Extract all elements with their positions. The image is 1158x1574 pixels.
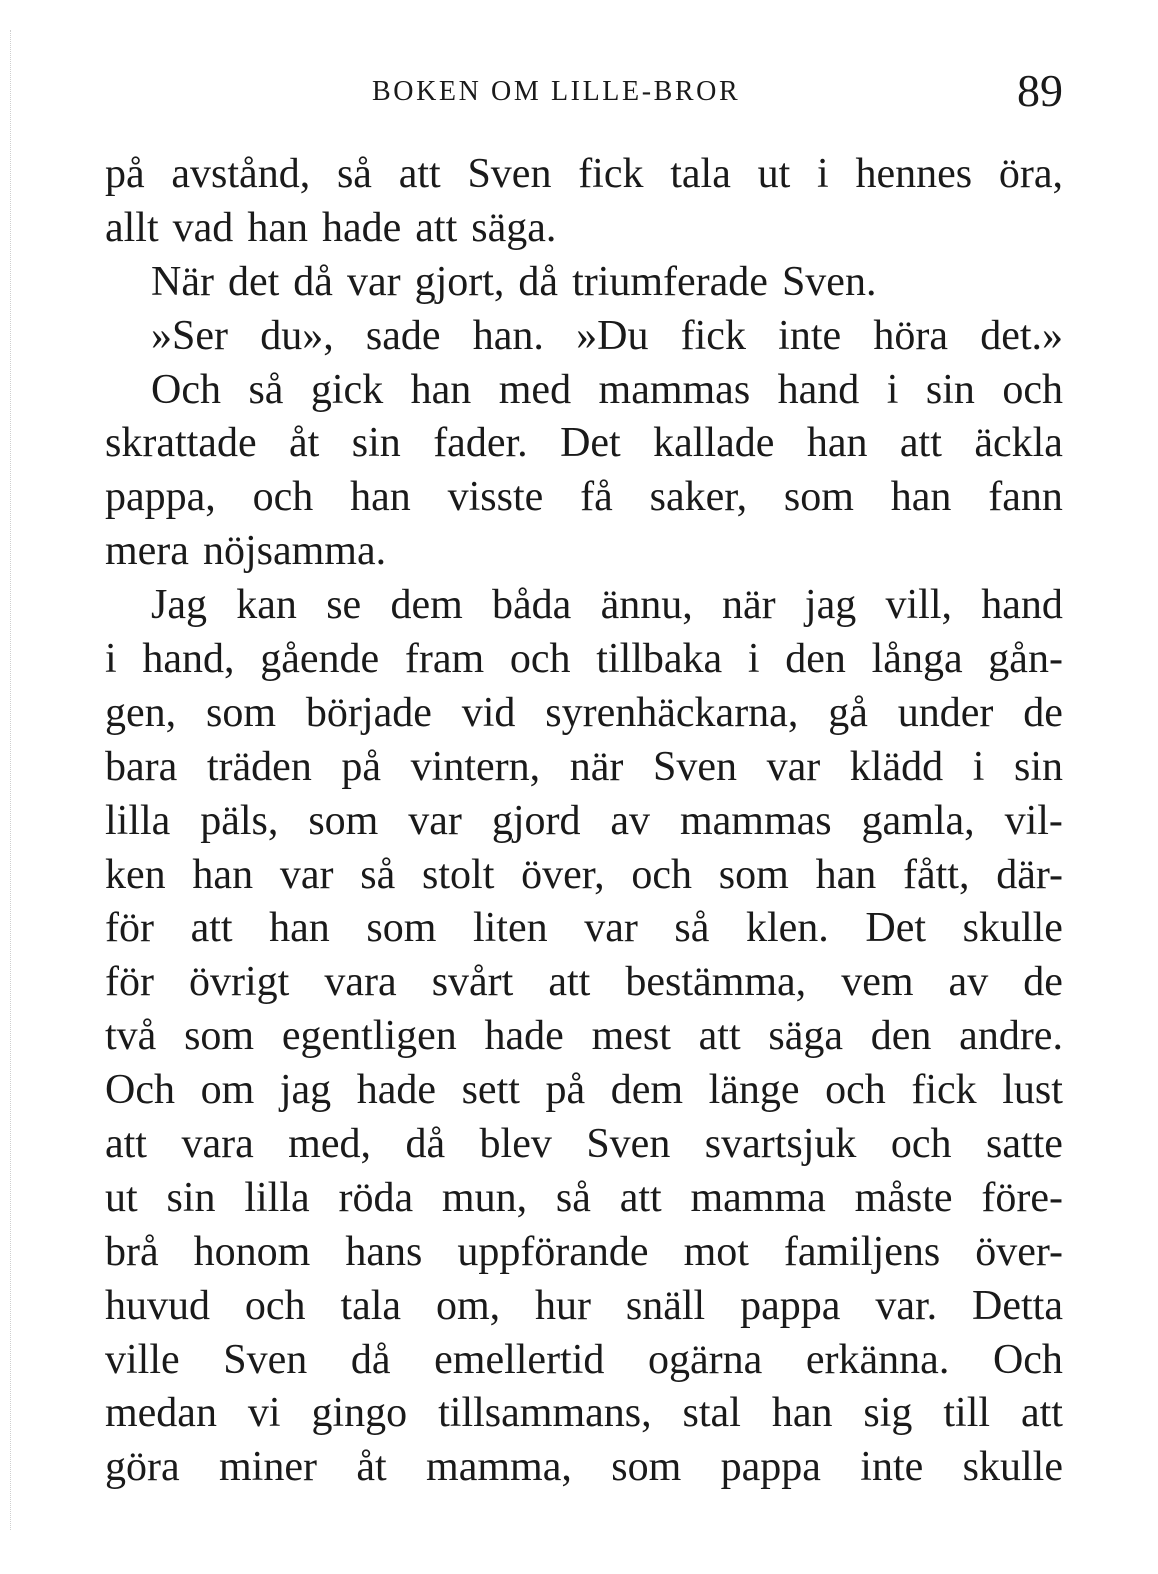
text-line: allt vad han hade att säga. bbox=[105, 204, 557, 251]
text-line: mera nöjsamma. bbox=[105, 528, 387, 575]
text-line: ville Sven då emellertid ogärna erkänna. Och bbox=[105, 1336, 1063, 1383]
text-line: ut sin lilla röda mun, så att mamma måste före- bbox=[105, 1174, 1063, 1221]
text-line: gen, som började vid syrenhäckarna, gå under de bbox=[105, 689, 1063, 736]
text-line: Och så gick han med mammas hand i sin och bbox=[151, 366, 1063, 413]
scan-edge-line bbox=[10, 30, 11, 1530]
text-line: bara träden på vintern, när Sven var klädd i sin bbox=[105, 743, 1063, 790]
text-line: Och om jag hade sett på dem länge och fick lust bbox=[105, 1067, 1063, 1114]
text-line: göra miner åt mamma, som pappa inte skulle bbox=[105, 1444, 1063, 1491]
running-header bbox=[0, 65, 1158, 116]
text-line: två som egentligen hade mest att säga den andre. bbox=[105, 1013, 1063, 1060]
text-line: huvud och tala om, hur snäll pappa var. Detta bbox=[105, 1282, 1063, 1329]
page-number: 89 bbox=[1017, 65, 1063, 116]
text-line: medan vi gingo tillsammans, stal han sig till att bbox=[105, 1390, 1063, 1437]
running-title: BOKEN OM LILLE-BROR bbox=[372, 76, 741, 107]
text-line: att vara med, då blev Sven svartsjuk och satte bbox=[105, 1121, 1063, 1168]
text-line: i hand, gående fram och tillbaka i den långa gån- bbox=[105, 636, 1063, 683]
text-line: Jag kan se dem båda ännu, när jag vill, hand bbox=[151, 582, 1063, 629]
text-line: »Ser du», sade han. »Du fick inte höra det.» bbox=[151, 312, 1063, 359]
text-line: ken han var så stolt över, och som han fått, där- bbox=[105, 851, 1063, 898]
body-text bbox=[105, 152, 1063, 1499]
text-line: pappa, och han visste få saker, som han fann bbox=[105, 474, 1063, 521]
text-line: på avstånd, så att Sven fick tala ut i hennes öra, bbox=[105, 151, 1063, 197]
text-line: skrattade åt sin fader. Det kallade han att äckla bbox=[105, 420, 1063, 467]
text-line: lilla päls, som var gjord av mammas gamla, vil- bbox=[105, 797, 1063, 844]
text-line: När det då var gjort, då triumferade Sven. bbox=[151, 258, 877, 305]
text-line: för att han som liten var så klen. Det skulle bbox=[105, 905, 1063, 952]
text-line: för övrigt vara svårt att bestämma, vem av de bbox=[105, 959, 1063, 1006]
text-line: brå honom hans uppförande mot familjens över- bbox=[105, 1228, 1063, 1275]
